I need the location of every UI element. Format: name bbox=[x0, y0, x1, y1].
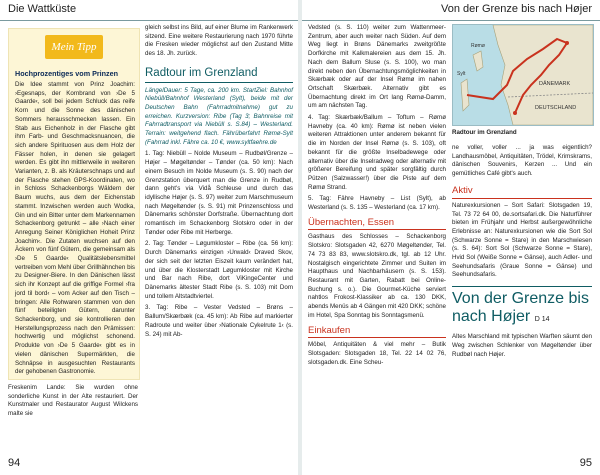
tip-heading: Hochprozentiges vom Prinzen bbox=[15, 69, 119, 78]
right-page-number: 95 bbox=[579, 457, 592, 469]
section-heading-radtour: Radtour im Grenzland bbox=[145, 69, 293, 83]
shop-continuation: ne voller, voller ... ja was eigentlich? Landhausmöbel, Antiquitäten, Trödel, Krimskrams, dänischen Souvenirs, Kerzen ... Und ein gemütliches Café gibt's auch. bbox=[452, 144, 592, 178]
right-running-title: Von der Grenze bis nach Højer bbox=[440, 3, 592, 15]
closing-paragraph: Altes Marschland mit typischen Warften säumt den Weg zwischen Schlenker von Møgeltønder über Rudbøl nach Højer. bbox=[452, 333, 592, 358]
spine bbox=[298, 0, 302, 475]
map-label-romo: Rømø bbox=[471, 43, 485, 49]
island-romo bbox=[473, 51, 483, 71]
right-main-column bbox=[308, 24, 446, 367]
left-bottom-text: Freskenim Lande: Sie wurden ohne sonderliche Kunst in der Alte restauriert. Der Kunstmaler und Restaurator August Wilckens malte sie bbox=[8, 384, 138, 418]
subheading-uebernachten: Übernachten, Essen bbox=[308, 219, 446, 231]
tip-body: Die Idee stammt von Prinz Joachim: ›Egesnaps, der Kornbrand von ›De 5 Gaarde‹, soll bei jedem Schluck das reife Korn und die Sonne des dänischen Sommers herausschmecken lassen. Ein Stab aus Eichenholz in der Flasche gibt ihm Farb- und Geschmacksnuancen, die sich andere Spirituosen aus dem Holz der Fässer holen, in denen sie gelagert werden. Es gibt ihn mittlerweile in weiteren Varianten, z. B. als Kräuterschnaps und auf der Flasche stehen GPS-Koordinaten, wo in Schloss Schackenborgs Wäldern der Baum wuchs, aus dem der Eichenstab stammt. Inzwischen werden auch Wodka, Gin und ein Bitter unter dem Markennamen Schackenborg getrunkt – alle ›Nach einer Anregung Seiner Königlichen Hoheit Prinz Joachim‹. Die Zutaten wuchsen auf den Äckern von fünf Gütern, die gemeinsam als ›De 5 Gaarde‹ Qualitätslebensmittel vertreiben vom Mehl über Grillhähnchen bis zu Designer-Biere. In den Dänischen lässt sich ihr Konzept auf die griffige Formel ›fra jord til bord‹ – vom Acker auf den Tisch – bringen: Alle Rohwaren stammen von den fünf beteiligten Gütern, darunter Schackenborg, und sie kontrollieren den Herstellungsprozess nach den Prämissen: hochwertig und möglichst schonend. Produkte von ›De 5 Gaarde‹ gibt es in vielen dänischen Supermärkten, die Schnäpse in ausgesuchten Restaurants der gehobenen Gastronomie. bbox=[15, 81, 135, 376]
tip-box bbox=[8, 28, 140, 380]
subheading-einkaufen: Einkaufen bbox=[308, 327, 446, 339]
sidebar-column bbox=[452, 24, 592, 359]
tour-info: LängelDauer: 5 Tage, ca. 200 km. StartZiel: Bahnhof Niebüll/Bahnhof Westerland (Sylt), beide mit der Deutschen Bahn (Fahrradmitnahme) gut zu erreichen. Kurzversion: Ribe (Tag 3; Bahnreise mit Fahrradtransport via Niebüll s. S.84) – Westerland. Terrain: weitgehend flach. Fährüberfahrt Rømø-Sylt (Fahrrad inkl. Fähre ca. 10 €, www.syltfaehre.de bbox=[145, 86, 293, 146]
section-heading-grenze bbox=[452, 286, 592, 329]
intro-paragraph: gleich selbst ins Bild, auf einer Blume im Rankenwerk sitzend. Eine weitere Restaurierung nach 1970 führte die Fresken wieder möglichst auf den Zustand Mitte des 18. Jh. zurück. bbox=[145, 24, 293, 58]
map-label-deutschland: DEUTSCHLAND bbox=[535, 105, 577, 111]
right-header bbox=[302, 0, 600, 20]
continuation-paragraph: Vedsted (s. S. 110) weiter zum Wattenmeer-Zentrum, aber auch weiter nach Süden. Auf dem Weg liegt in Brøns Dänemarks zweitgrößte Dorfkirche mit Kalkmalereien aus dem 15. Jh. Nach dem Ballum Sluse (s. S. 100), wo man direkt neben den Übernachtungsmöglichkeiten in Skærbæk oder auf der Insel Rømø im nahen Ortschaft Skærbæk. Alternativ gibt es Übernachtung direkt im Ort lang Rømø-Damm, um am nächsten Tag. bbox=[308, 24, 446, 110]
day-2-paragraph: 2. Tag: Tønder – Løgumkloster – Ribe (ca. 56 km): Durch Dänemarks einzigen ›Urwald‹ Draved Skov, der sich seit der letzten Eiszeit kaum verändert hat, und über die Klosterstadt Løgumkloster mit Kirche und Bar nach Ribe, dort ViKingeCenter und Dänemarks ältester Stadt Ribe (s. S. 103) mit Dom und tollem Altstadtviertel. bbox=[145, 240, 293, 300]
day-4-paragraph: 4. Tag: Skærbæk/Ballum – Toftum – Rømø Havneby (ca. 40 km): Rømø ist neben vielen weiteren Attraktionen unter anderem bekannt für die im Norden der Insel Rømø (s. S. 103), oft bekannt für die größte Inselbadewege oder alternativ über die Inselradweg oder alternativ mit größerer Bereifung und später sorgfältig durch Pützen (Salzwasser!) über die Piste auf dem Rømø Strand. bbox=[308, 114, 446, 191]
map-grid-reference: D 14 bbox=[534, 316, 550, 324]
left-running-title: Die Wattküste bbox=[8, 3, 77, 15]
route-map bbox=[452, 24, 594, 126]
big-heading-text: Von der Grenze bis nach Højer bbox=[452, 290, 589, 326]
aktiv-entry: Naturexkursionen – Sort Safari: Slotsgaden 19, Tel. 73 72 64 00, de.sortsafari.dk. Die Naturführer bieten im Frühjahr und Herbst außergewöhnliche Erlebnisse an: Naturexkursionen wie die Sort Sol (Schwarze Sonne = Stare) in den Marschwiesen (s. S. 64): Sort Sol (Schwarze Sonne = Stare), Hvid Sol (Weiße Sonne = Gänse), auch Adler- und Seehundsafaris (Graue Sonne = Gänse) und Seehundsafaris. bbox=[452, 201, 592, 279]
shop-entry: Möbel, Antiquitäten & viel mehr – Butik Slotsgaden: Slotsgaden 18, Tel. 22 14 02 76, slotsgaden.dk. Eine Scheu- bbox=[308, 341, 446, 366]
map-caption: Radtour im Grenzland bbox=[452, 129, 517, 136]
map-label-sylt: Sylt bbox=[457, 71, 466, 77]
day-1-paragraph: 1. Tag: Niebüll – Nolde Museum – Rudbøl/Grenze – Højer – Møgeltønder – Tønder (ca. 50 km): Nach einem Besuch im Nolde Museum (s. S. 90) nach der Grenzstation überquert man die Grenze in Rudbøl, dann geht's via Vidå Schleuse und durch das idyllische Højer (s. S. 97) weiter zum Marschmuseum nach Møgeltønder (s. S. 91) mit Prinzenschloss und Dänemarks schönster Dorfstraße. Übernachtung dort romantisch im Schackenborg Slotskro oder in der Tønder oder Ribe mit Herberge. bbox=[145, 150, 293, 236]
left-header bbox=[0, 0, 298, 20]
day-3-paragraph: 3. Tag: Ribe – Vester Vedsted – Brøns – Ballum/Skærbæk (ca. 45 km): Ab Ribe auf markierter Radroute und weiter über ›Nationale Cykelrute 1‹ (s. S. 24) mit Ab- bbox=[145, 304, 293, 338]
left-page-number: 94 bbox=[8, 457, 21, 469]
subheading-aktiv: Aktiv bbox=[452, 185, 592, 199]
right-header-rule bbox=[302, 20, 600, 21]
day-5-paragraph: 5. Tag: Fähre Havneby – List (Sylt), ab Westerland (s. S. 135 – Westerland (ca. 17 km). bbox=[308, 195, 446, 212]
left-header-rule bbox=[0, 20, 298, 21]
gasthaus-entry: Gasthaus des Schlosses – Schackenborg Slotskro: Slotsgaden 42, 6270 Møgeltønder, Tel. 74 73 83 83, www.slotskro.dk, tgl. ab 12 Uhr. Nostalgisch eingerichtete Zimmer und Suiten im Haupthaus und Nachbarhäusern (s. S. 153). Restaurant mit Garten, Rabatt bei Online-Buchung s. o.). Die Gourmet-Küche serviert nahtlos Frokost-Klassiker ab ca. 130 DKK, abends Menüs ab 4 Gängen mit 420 DKK; schöne im Hotel, Spa Sonntag bis Sonntagsmenü. bbox=[308, 233, 446, 319]
mein-tipp-logo: Mein Tipp bbox=[45, 35, 103, 59]
map-label-daenemark: DÄNEMARK bbox=[539, 81, 571, 87]
left-main-column bbox=[145, 24, 293, 339]
